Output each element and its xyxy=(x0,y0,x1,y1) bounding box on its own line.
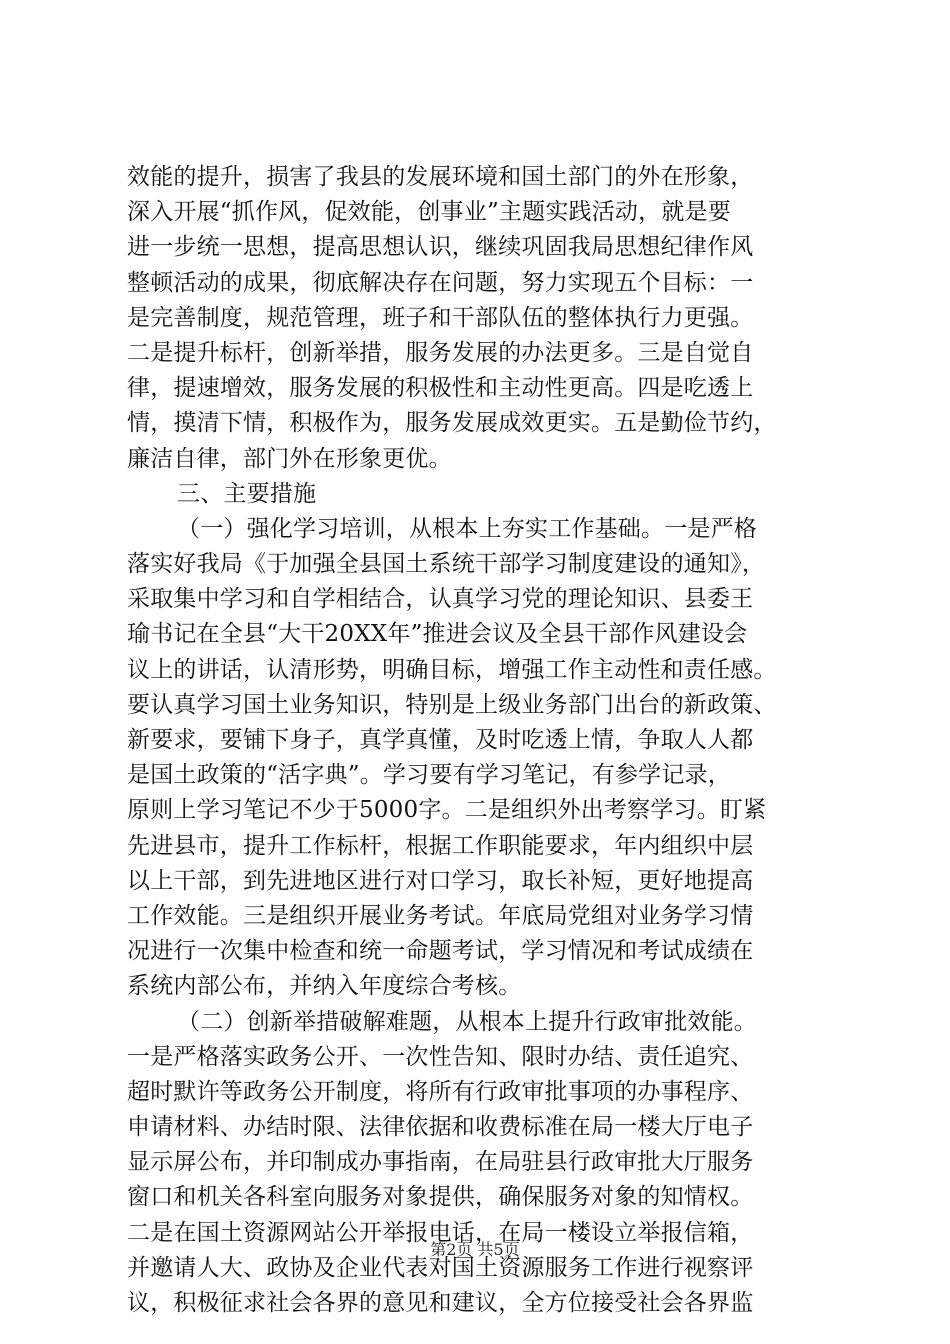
text-line: 是国土政策的“活字典”。学习要有学习笔记，有参学记录， xyxy=(127,762,731,789)
text-line: 是完善制度，规范管理，班子和干部队伍的整体执行力更强。 xyxy=(127,304,754,331)
document-body xyxy=(127,160,827,1321)
text-line: 要认真学习国土业务知识，特别是上级业务部门出台的新政策、 xyxy=(127,691,777,718)
paragraph-start-line: （二）创新举措破解难题，从根本上提升行政审批效能。 xyxy=(177,1008,757,1035)
text-line: 先进县市，提升工作标杆，根据工作职能要求，年内组织中层 xyxy=(127,832,754,859)
text-line: 整顿活动的成果，彻底解决存在问题，努力实现五个目标：一 xyxy=(127,269,754,296)
text-line: 效能的提升，损害了我县的发展环境和国土部门的外在形象， xyxy=(127,164,754,190)
text-line: 一是严格落实政务公开、一次性告知、限时办结、责任追究、 xyxy=(127,1043,754,1070)
text-line: 新要求，要铺下身子，真学真懂，及时吃透上情，争取人人都 xyxy=(127,727,754,753)
paragraph-start-line: （一）强化学习培训，从根本上夯实工作基础。一是严格 xyxy=(177,515,757,542)
text-line: 况进行一次集中检查和统一命题考试，学习情况和考试成绩在 xyxy=(127,938,754,965)
text-line: 申请材料、办结时限、法律依据和收费标准在局一楼大厅电子 xyxy=(127,1114,754,1141)
text-line: 议，积极征求社会各界的意见和建议，全方位接受社会各界监 xyxy=(127,1290,754,1316)
text-line: 显示屏公布，并印制成办事指南，在局驻县行政审批大厅服务 xyxy=(127,1149,754,1176)
text-line: 以上干部，到先进地区进行对口学习，取长补短，更好地提高 xyxy=(127,867,754,894)
text-line: 落实好我局《于加强全县国土系统干部学习制度建设的通知》， xyxy=(127,551,766,578)
text-line: 超时默许等政务公开制度，将所有行政审批事项的办事程序、 xyxy=(127,1078,754,1105)
text-line: 情，摸清下情，积极作为，服务发展成效更实。五是勤俭节约， xyxy=(127,410,777,437)
text-line: 议上的讲话，认清形势，明确目标，增强工作主动性和责任感。 xyxy=(127,656,777,683)
text-line: 律，提速增效，服务发展的积极性和主动性更高。四是吃透上 xyxy=(127,375,754,402)
text-line: 系统内部公布，并纳入年度综合考核。 xyxy=(127,973,522,1000)
text-line: 深入开展“抓作风，促效能，创事业”主题实践活动，就是要 xyxy=(127,199,731,226)
text-line: 瑜书记在全县“大干20XX年”推进会议及全县干部作风建设会 xyxy=(127,621,748,648)
text-line: 原则上学习笔记不少于5000字。二是组织外出考察学习。盯紧 xyxy=(127,797,767,824)
text-line: 采取集中学习和自学相结合，认真学习党的理论知识、县委王 xyxy=(127,586,754,613)
text-line: 二是在国土资源网站公开举报电话，在局一楼设立举报信箱， xyxy=(127,1219,754,1246)
text-line: 二是提升标杆，创新举措，服务发展的办法更多。三是自觉自 xyxy=(127,339,754,366)
text-line: 工作效能。三是组织开展业务考试。年底局党组对业务学习情 xyxy=(127,902,754,929)
text-line: 并邀请人大、政协及企业代表对国土资源服务工作进行视察评 xyxy=(127,1254,754,1281)
text-line: 进一步统一思想，提高思想认识，继续巩固我局思想纪律作风 xyxy=(127,234,754,261)
text-line: 廉洁自律，部门外在形象更优。 xyxy=(127,445,452,472)
text-line: 窗口和机关各科室向服务对象提供，确保服务对象的知情权。 xyxy=(127,1184,754,1211)
section-heading: 三、主要措施 xyxy=(177,480,317,507)
page-number-footer: 第2页 共5页 xyxy=(430,1240,520,1259)
